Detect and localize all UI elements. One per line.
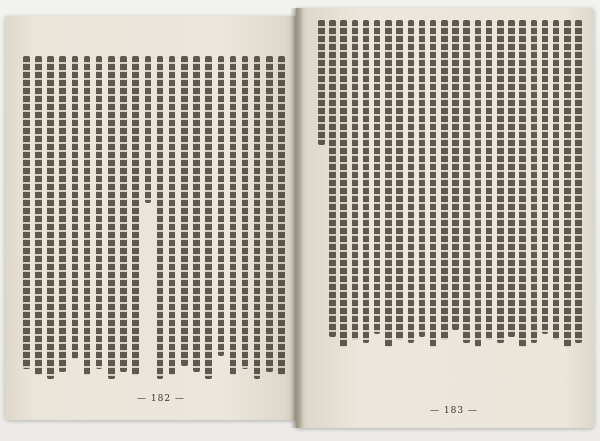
left-page-text-column	[254, 56, 261, 379]
right-page-text-column	[553, 20, 560, 340]
left-page-text-column	[145, 56, 152, 203]
right-page-text-column	[531, 20, 538, 343]
left-page-text-column	[205, 56, 212, 379]
right-page-text-column	[519, 20, 526, 347]
left-page-text-column	[96, 56, 103, 369]
right-page-text-column	[396, 20, 403, 340]
right-page-text-column	[385, 20, 392, 347]
right-page-text-column	[419, 20, 426, 337]
left-page-text-column	[84, 56, 91, 375]
right-page-text-column	[497, 20, 504, 343]
left-page-text-column	[193, 56, 200, 372]
right-page-text-column	[352, 20, 359, 340]
right-page-text-column	[542, 20, 549, 334]
left-page-text-column	[72, 56, 79, 359]
right-page-text-column	[508, 20, 515, 337]
right-page-text-column	[486, 20, 493, 340]
left-page-text-column	[108, 56, 115, 379]
left-page-text-column	[59, 56, 66, 372]
left-page-text-column	[157, 56, 164, 379]
left-page-number: — 182 —	[137, 394, 185, 404]
right-page-text-column	[430, 20, 437, 347]
left-page-text-column	[242, 56, 249, 369]
left-page-text-column	[35, 56, 42, 375]
right-page-text-column	[452, 20, 459, 330]
right-page-text-column	[564, 20, 571, 347]
left-page-text-column	[230, 56, 237, 375]
right-page-text-column	[441, 20, 448, 340]
left-page-text-column	[181, 56, 188, 366]
left-page-text-column	[278, 56, 285, 375]
left-page-text-column	[218, 56, 225, 356]
right-page-text-column	[463, 20, 470, 343]
right-page-text-column	[475, 20, 482, 347]
right-page-text-column	[340, 20, 347, 347]
right-page-text-column	[318, 20, 325, 145]
right-page-text-block	[318, 20, 582, 350]
left-page-text-column	[47, 56, 54, 379]
left-page-text-column	[266, 56, 273, 372]
right-page-text-column	[575, 20, 582, 343]
left-page-text-column	[132, 56, 139, 375]
right-page-text-column	[374, 20, 381, 334]
right-page-text-column	[329, 20, 336, 337]
right-page-number: — 183 —	[430, 406, 478, 416]
right-page	[296, 8, 594, 428]
left-page	[5, 16, 297, 420]
left-page-text-column	[120, 56, 127, 372]
right-page-text-column	[408, 20, 415, 343]
right-page-text-column	[363, 20, 370, 343]
left-page-text-column	[23, 56, 30, 369]
left-page-text-column	[169, 56, 176, 375]
left-page-text-block	[23, 56, 285, 382]
